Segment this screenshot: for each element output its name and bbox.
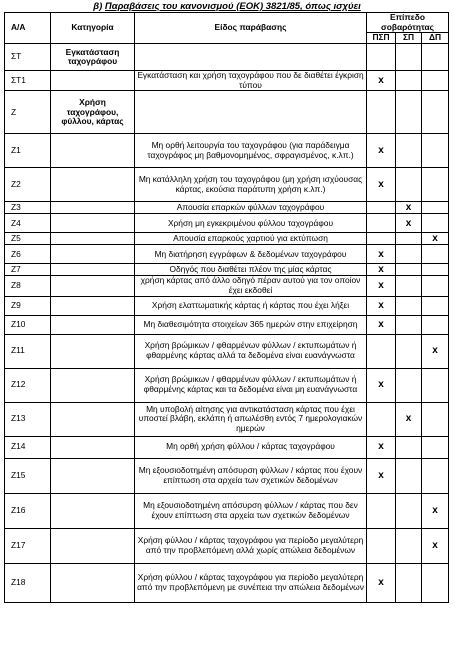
- row-psp-mark: x: [367, 134, 396, 168]
- table-row: [5, 315, 449, 334]
- row-dp-mark: [422, 71, 449, 91]
- row-category: [51, 458, 135, 493]
- row-category: [51, 528, 135, 563]
- row-type: Μη υποβολή αίτησης για αντικατάσταση κάρτας που έχει υποστεί βλάβη, εκλάπη ή απωλέσθη εντός 7 ημερολογιακών ημερών: [135, 402, 367, 436]
- row-code: Ζ9: [5, 296, 51, 315]
- row-sp-mark: [396, 264, 422, 276]
- table-row: [5, 493, 449, 528]
- row-category: [51, 245, 135, 264]
- row-sp-mark: [396, 168, 422, 202]
- row-dp-mark: [422, 202, 449, 214]
- row-dp-mark: [422, 315, 449, 334]
- row-type: χρήση κάρτας από άλλο οδηγό πέραν αυτού για τον οποίον έχει εκδοθεί: [135, 276, 367, 296]
- row-type: Μη ορθή λειτουργία του ταχογράφου (για παράδειγμα ταχογράφος μη βαθμονομημένος, σφραγισμένος, κ.λπ.): [135, 134, 367, 168]
- row-psp-mark: x: [367, 436, 396, 458]
- header-severity: Επίπεδο σοβαρότητας: [367, 13, 449, 33]
- row-category: [51, 134, 135, 168]
- row-code: Ζ16: [5, 493, 51, 528]
- row-dp-mark: [422, 402, 449, 436]
- row-dp-mark: x: [422, 493, 449, 528]
- row-type: Οδηγός που διαθέτει πλέον της μίας κάρτας: [135, 264, 367, 276]
- row-sp-mark: [396, 528, 422, 563]
- row-sp-mark: [396, 334, 422, 368]
- row-type: Μη διαθεσιμότητα στοιχείων 365 ημερών στην επιχείρηση: [135, 315, 367, 334]
- row-sp-mark: [396, 563, 422, 602]
- row-code: Ζ3: [5, 202, 51, 214]
- header-category: Κατηγορία: [51, 13, 135, 44]
- row-code: Ζ11: [5, 334, 51, 368]
- row-psp-mark: x: [367, 71, 396, 91]
- row-category: [51, 563, 135, 602]
- row-code: Ζ14: [5, 436, 51, 458]
- row-code: Ζ13: [5, 402, 51, 436]
- row-sp-mark: [396, 296, 422, 315]
- row-code: Ζ6: [5, 245, 51, 264]
- violations-table: [4, 12, 449, 603]
- row-category: [51, 264, 135, 276]
- header-code: Α/Α: [5, 13, 51, 44]
- row-type: Χρήση ελαττωματικής κάρτας ή κάρτας που έχει λήξει: [135, 296, 367, 315]
- row-category: [51, 368, 135, 402]
- row-psp-mark: [367, 493, 396, 528]
- row-type: Μη εξουσιοδοτημένη απόσυρση φύλλων / κάρτας που έχουν επίπτωση στα αρχεία των σχετικών δεδομένων: [135, 458, 367, 493]
- row-psp-mark: [367, 233, 396, 245]
- row-code: Ζ17: [5, 528, 51, 563]
- row-psp-mark: [367, 214, 396, 233]
- row-type: Μη διατήρηση εγγράφων & δεδομένων ταχογράφου: [135, 245, 367, 264]
- row-code: Ζ2: [5, 168, 51, 202]
- row-category: [51, 402, 135, 436]
- row-type: Χρήση φύλλου / κάρτας ταχογράφου για περίοδο μεγαλύτερη από την προβλεπόμενη αλλά χωρίς απώλεια δεδομένων: [135, 528, 367, 563]
- table-row: [5, 44, 449, 71]
- row-type: Μη κατάλληλη χρήση του ταχογράφου (μη χρήση ισχύουσας κάρτας, εκούσια παράτυπη χρήση κ.λπ.): [135, 168, 367, 202]
- table-row: [5, 402, 449, 436]
- row-code: Ζ7: [5, 264, 51, 276]
- row-code: Ζ10: [5, 315, 51, 334]
- row-category: [51, 202, 135, 214]
- row-sp-mark: [396, 458, 422, 493]
- row-category: [51, 493, 135, 528]
- section-title: [0, 1, 454, 12]
- row-dp-mark: x: [422, 528, 449, 563]
- row-dp-mark: [422, 264, 449, 276]
- table-row: [5, 233, 449, 245]
- header-type: Είδος παράβασης: [135, 13, 367, 44]
- row-dp-mark: [422, 436, 449, 458]
- row-category: [51, 276, 135, 296]
- row-type: Μη εξουσιοδοτημένη απόσυρση φύλλων / κάρτας που δεν έχουν επίπτωση στα αρχεία των σχετικών δεδομένων: [135, 493, 367, 528]
- row-category: Χρήση ταχογράφου, φύλλου, κάρτας: [51, 91, 135, 134]
- table-row: [5, 296, 449, 315]
- table-row: [5, 334, 449, 368]
- row-psp-mark: [367, 528, 396, 563]
- table-row: [5, 563, 449, 602]
- row-code: Ζ18: [5, 563, 51, 602]
- row-type: Εγκατάσταση και χρήση ταχογράφου που δε διαθέτει έγκριση τύπου: [135, 71, 367, 91]
- row-dp-mark: [422, 168, 449, 202]
- row-sp-mark: [396, 91, 422, 134]
- row-psp-mark: [367, 44, 396, 71]
- title-prefix: β): [93, 1, 105, 12]
- row-psp-mark: x: [367, 245, 396, 264]
- table-row: [5, 71, 449, 91]
- row-type: [135, 44, 367, 71]
- row-dp-mark: [422, 214, 449, 233]
- row-code: Ζ12: [5, 368, 51, 402]
- row-dp-mark: [422, 563, 449, 602]
- row-sp-mark: [396, 436, 422, 458]
- row-sp-mark: [396, 315, 422, 334]
- header-dp: ΔΠ: [422, 33, 449, 44]
- row-category: [51, 214, 135, 233]
- row-category: [51, 436, 135, 458]
- row-psp-mark: x: [367, 264, 396, 276]
- row-sp-mark: x: [396, 402, 422, 436]
- row-category: [51, 168, 135, 202]
- row-dp-mark: [422, 44, 449, 71]
- row-dp-mark: x: [422, 233, 449, 245]
- row-code: Ζ1: [5, 134, 51, 168]
- row-dp-mark: [422, 245, 449, 264]
- row-type: Απουσία επαρκούς χαρτιού για εκτύπωση: [135, 233, 367, 245]
- row-psp-mark: x: [367, 315, 396, 334]
- table-row: [5, 245, 449, 264]
- table-row: [5, 214, 449, 233]
- row-category: [51, 296, 135, 315]
- row-sp-mark: x: [396, 202, 422, 214]
- row-psp-mark: [367, 91, 396, 134]
- row-type: Χρήση βρώμικων / φθαρμένων φύλλων / εκτυπωμάτων ή φθαρμένης κάρτας αλλά τα δεδομένα είναι ευανάγνωστα: [135, 334, 367, 368]
- row-type: Απουσία επαρκών φύλλων ταχογράφου: [135, 202, 367, 214]
- table-row: [5, 134, 449, 168]
- table-body: [5, 44, 449, 602]
- row-code: ΣΤ1: [5, 71, 51, 91]
- header-psp: ΠΣΠ: [367, 33, 396, 44]
- row-psp-mark: [367, 334, 396, 368]
- table-row: [5, 202, 449, 214]
- row-type: Χρήση μη εγκεκριμένου φύλλου ταχογράφου: [135, 214, 367, 233]
- table-row: [5, 368, 449, 402]
- row-type: [135, 91, 367, 134]
- row-psp-mark: [367, 202, 396, 214]
- row-psp-mark: x: [367, 168, 396, 202]
- row-dp-mark: [422, 276, 449, 296]
- row-sp-mark: [396, 233, 422, 245]
- table-row: [5, 458, 449, 493]
- row-sp-mark: x: [396, 214, 422, 233]
- row-psp-mark: x: [367, 296, 396, 315]
- row-psp-mark: x: [367, 276, 396, 296]
- table-row: [5, 264, 449, 276]
- row-psp-mark: x: [367, 458, 396, 493]
- row-category: [51, 334, 135, 368]
- row-dp-mark: x: [422, 334, 449, 368]
- table-row: [5, 528, 449, 563]
- row-code: Ζ4: [5, 214, 51, 233]
- title-main: Παραβάσεις του κανονισμού (ΕΟΚ) 3821/85, όπως ισχύει: [104, 1, 361, 12]
- row-dp-mark: [422, 296, 449, 315]
- row-psp-mark: [367, 402, 396, 436]
- row-category: [51, 71, 135, 91]
- row-dp-mark: [422, 458, 449, 493]
- row-sp-mark: [396, 71, 422, 91]
- row-dp-mark: [422, 134, 449, 168]
- table-row: [5, 276, 449, 296]
- row-sp-mark: [396, 134, 422, 168]
- row-sp-mark: [396, 493, 422, 528]
- row-type: Μη ορθή χρήση φύλλου / κάρτας ταχογράφου: [135, 436, 367, 458]
- row-psp-mark: x: [367, 563, 396, 602]
- header-sp: ΣΠ: [396, 33, 422, 44]
- row-sp-mark: [396, 276, 422, 296]
- row-dp-mark: [422, 368, 449, 402]
- row-dp-mark: [422, 91, 449, 134]
- row-code: Ζ5: [5, 233, 51, 245]
- row-code: Ζ8: [5, 276, 51, 296]
- row-sp-mark: [396, 245, 422, 264]
- row-type: Χρήση βρώμικων / φθαρμένων φύλλων / εκτυπωμάτων ή φθαρμένης κάρτας και τα δεδομένα είναι μη ευανάγνωστα: [135, 368, 367, 402]
- row-sp-mark: [396, 44, 422, 71]
- table-row: [5, 168, 449, 202]
- row-category: [51, 315, 135, 334]
- row-category: [51, 233, 135, 245]
- row-sp-mark: [396, 368, 422, 402]
- row-category: Εγκατάσταση ταχογράφου: [51, 44, 135, 71]
- table-row: [5, 91, 449, 134]
- row-type: Χρήση φύλλου / κάρτας ταχογράφου για περίοδο μεγαλύτερη από την προβλεπόμενη με συνέπεια την απώλεια δεδομένων: [135, 563, 367, 602]
- header-row-top: [5, 13, 449, 33]
- row-code: Ζ15: [5, 458, 51, 493]
- row-code: Ζ: [5, 91, 51, 134]
- row-psp-mark: x: [367, 368, 396, 402]
- row-code: ΣΤ: [5, 44, 51, 71]
- table-row: [5, 436, 449, 458]
